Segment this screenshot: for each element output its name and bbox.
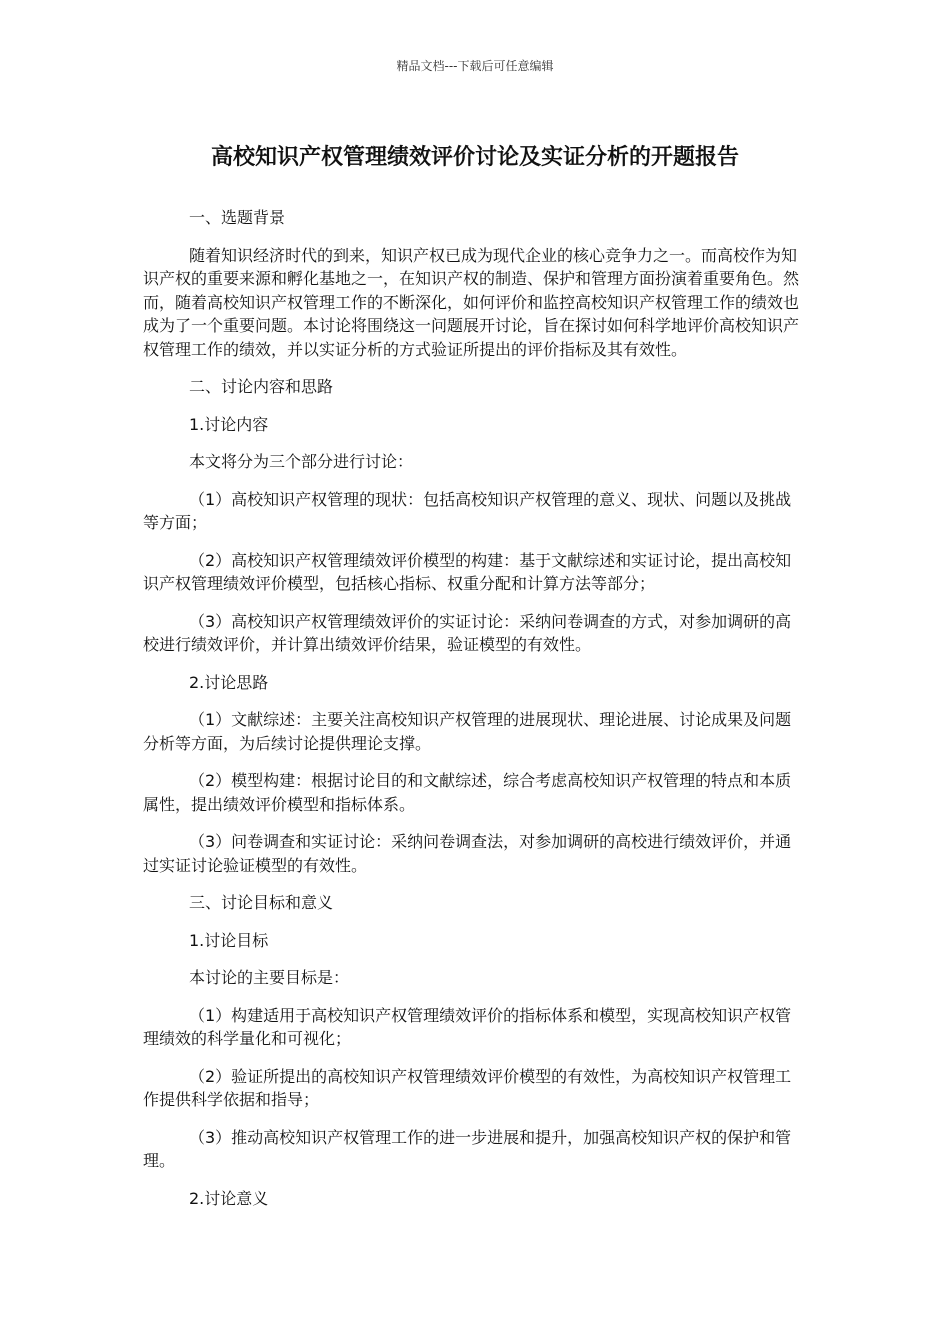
body-paragraph: 随着知识经济时代的到来，知识产权已成为现代企业的核心竞争力之一。而高校作为知识产权的重要来源和孵化基地之一，在知识产权的制造、保护和管理方面扮演着重要角色。然而，随着高校知识产权管理工作的不断深化，如何评价和监控高校知识产权管理工作的绩效也成为了一个重要问题。本讨论将围绕这一问题展开讨论，旨在探讨如何科学地评价高校知识产权管理工作的绩效，并以实证分析的方式验证所提出的评价指标及其有效性。 (143, 245, 800, 359)
document-body (143, 206, 807, 1224)
list-item: （2）模型构建：根据讨论目的和文献综述，综合考虑高校知识产权管理的特点和本质属性，提出绩效评价模型和指标体系。 (143, 771, 792, 814)
section-heading: 二、讨论内容和思路 (189, 377, 334, 396)
list-item: （1）构建适用于高校知识产权管理绩效评价的指标体系和模型，实现高校知识产权管理绩效的科学量化和可视化； (143, 1005, 792, 1048)
body-paragraph: 本文将分为三个部分进行讨论： (189, 452, 414, 471)
document-title: 高校知识产权管理绩效评价讨论及实证分析的开题报告 (210, 145, 739, 170)
list-item: （2）验证所提出的高校知识产权管理绩效评价模型的有效性，为高校知识产权管理工作提供科学依据和指导； (143, 1066, 792, 1109)
section-heading: 一、选题背景 (189, 208, 286, 227)
list-item: （1）高校知识产权管理的现状：包括高校知识产权管理的意义、现状、问题以及挑战等方面； (143, 489, 792, 532)
list-item: （1）文献综述：主要关注高校知识产权管理的进展现状、理论进展、讨论成果及问题分析等方面，为后续讨论提供理论支撑。 (143, 710, 792, 753)
list-item: （3）推动高校知识产权管理工作的进一步进展和提升，加强高校知识产权的保护和管理。 (143, 1127, 792, 1170)
section-heading: 三、讨论目标和意义 (189, 893, 334, 912)
list-item: （3）问卷调查和实证讨论：采纳问卷调查法，对参加调研的高校进行绩效评价，并通过实证讨论验证模型的有效性。 (143, 832, 792, 875)
subsection-heading: 2.讨论思路 (189, 672, 269, 692)
subsection-heading: 1.讨论内容 (189, 414, 269, 434)
header-note: 精品文档---下载后可任意编辑 (396, 59, 554, 73)
list-item: （2）高校知识产权管理绩效评价模型的构建：基于文献综述和实证讨论，提出高校知识产权管理绩效评价模型，包括核心指标、权重分配和计算方法等部分； (143, 550, 792, 593)
subsection-heading: 1.讨论目标 (189, 930, 269, 950)
subsection-heading: 2.讨论意义 (189, 1188, 269, 1208)
list-item: （3）高校知识产权管理绩效评价的实证讨论：采纳问卷调查的方式，对参加调研的高校进行绩效评价，并计算出绩效评价结果，验证模型的有效性。 (143, 611, 792, 654)
body-paragraph: 本讨论的主要目标是： (189, 968, 350, 987)
